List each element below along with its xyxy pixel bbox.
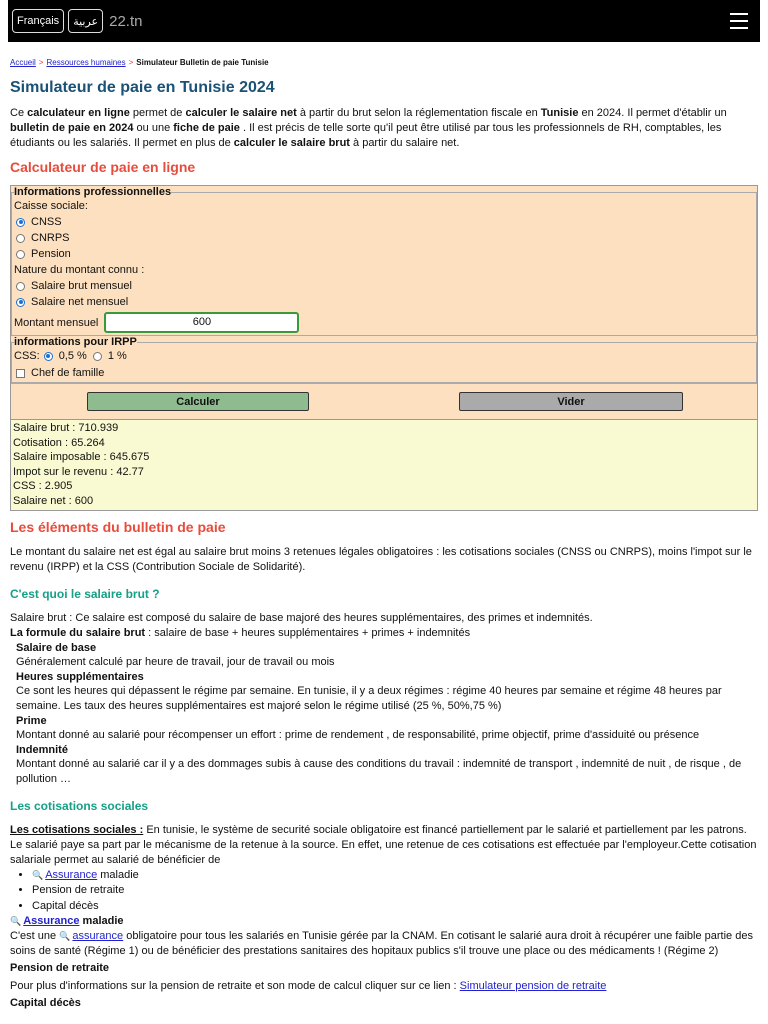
radio-pension[interactable]: Pension xyxy=(14,246,754,262)
formula-paragraph: La formule du salaire brut : salaire de base + heures supplémentaires + primes + indemnités xyxy=(10,626,471,639)
assurance-paragraph: C'est une 🔍 assurance obligatoire pour tous les salariés en Tunisie gérée par la CNAM. En cotisant le salarié aura droit à récupérer une faible partie des soins de santé (Régime 1) ou de bénéficier des prestations sanitaires des hopitaux publics s'il trouve une place ou des médicaments ! (Régime 2) xyxy=(10,930,753,958)
radio-cnrps[interactable]: CNRPS xyxy=(14,230,754,246)
radio-icon[interactable] xyxy=(16,234,25,243)
definition-term: Heures supplémentaires xyxy=(16,670,144,683)
montant-row xyxy=(14,310,754,335)
cotisations-list xyxy=(10,868,758,915)
radio-cnss[interactable]: CNSS xyxy=(14,214,754,230)
radio-selected-icon[interactable] xyxy=(16,298,25,307)
breadcrumb-home[interactable]: Accueil xyxy=(10,58,36,67)
definition-desc: Généralement calculé par heure de travail, jour de travail ou mois xyxy=(16,655,335,668)
calculator-heading: Calculateur de paie en ligne xyxy=(10,159,196,175)
definition-list xyxy=(10,641,758,787)
breadcrumb: Accueil > Ressources humaines > Simulateur Bulletin de paie Tunisie xyxy=(10,58,269,67)
breadcrumb-section[interactable]: Ressources humaines xyxy=(46,58,126,67)
elements-paragraph: Le montant du salaire net est égal au salaire brut moins 3 retenues légales obligatoires : les cotisations sociales (CNSS ou CNRPS), moins l'impot sur le revenu (IRPP) et la CSS (Contribution Sociale de Solidarité). xyxy=(10,545,752,573)
search-icon: 🔍 xyxy=(10,916,22,927)
pro-info-legend: Informations professionnelles xyxy=(14,186,172,198)
calculer-button[interactable]: Calculer xyxy=(87,392,309,411)
definition-desc: Montant donné au salarié pour récompenser un effort : prime de rendement , de responsabilité, prime objectif, prime d'assiduité ou présence xyxy=(16,728,700,741)
brut-paragraph: Salaire brut : Ce salaire est composé du salaire de base majoré des heures supplémentaires, des primes et indemnités. xyxy=(10,611,593,624)
vider-button[interactable]: Vider xyxy=(459,392,683,411)
result-line: Salaire brut : 710.939 xyxy=(13,422,119,434)
intro-paragraph: Ce calculateur en ligne permet de calculer le salaire net à partir du brut selon la réglementation fiscale en Tunisie en 2024. Il permet d'établir un bulletin de paie en 2024 ou une fiche de paie . Il est précis de telle sorte qu'il peut être utilisé par tous les professionnels de RH, comptables, les étudiants ou les salariés. Il permet en plus de calculer le salaire brut à partir du salaire net. xyxy=(10,107,727,149)
result-line: CSS : 2.905 xyxy=(13,480,73,493)
lang-arabic-button[interactable]: عربية xyxy=(68,9,103,33)
assurance-link[interactable]: Assurance xyxy=(23,915,80,928)
salary-calculator xyxy=(10,185,758,420)
top-navbar xyxy=(8,0,760,42)
button-row xyxy=(11,383,757,419)
lang-french-button[interactable]: Français xyxy=(12,9,64,33)
list-item: • Pension de retraite xyxy=(32,883,758,899)
results-panel xyxy=(10,420,758,511)
brut-heading: C'est quoi le salaire brut ? xyxy=(10,586,160,601)
list-item: • Capital décès xyxy=(32,899,758,915)
cotisations-paragraph: Les cotisations sociales : En tunisie, le système de securité sociale obligatoire est financé partiellement par le salarié et partiellement par les patrons. Le salarié paye sa part par le mécanisme de la retenue à la source. En effet, une retenue de ces cotisations est effectuée par l'employeur.Cette cotisation salariale permet au salarié de bénéficier de xyxy=(10,823,757,866)
radio-icon[interactable] xyxy=(16,282,25,291)
result-line: Salaire imposable : 645.675 xyxy=(13,451,150,464)
radio-salaire-net[interactable]: Salaire net mensuel xyxy=(14,294,754,310)
site-logo[interactable]: 22.tn xyxy=(109,12,143,30)
breadcrumb-current: Simulateur Bulletin de paie Tunisie xyxy=(136,58,269,67)
list-item: • 🔍 Assurance maladie xyxy=(32,868,758,884)
result-line: Salaire net : 600 xyxy=(13,494,94,507)
radio-salaire-brut[interactable]: Salaire brut mensuel xyxy=(14,278,754,294)
radio-icon[interactable] xyxy=(16,250,25,259)
cotisations-heading: Les cotisations sociales xyxy=(10,798,149,813)
elements-heading: Les éléments du bulletin de paie xyxy=(10,518,226,535)
nature-label: Nature du montant connu : xyxy=(14,264,145,276)
pro-info-fieldset xyxy=(11,186,757,336)
caisse-label: Caisse sociale: xyxy=(14,200,88,212)
definition-term: Indemnité xyxy=(16,743,68,756)
montant-input[interactable]: 600 xyxy=(104,312,299,333)
assurance-maladie-heading: 🔍 Assurance maladie xyxy=(10,915,124,928)
definition-term: Salaire de base xyxy=(16,641,97,654)
checkbox-icon[interactable] xyxy=(16,369,25,378)
assurance-link[interactable]: Assurance xyxy=(45,868,98,881)
radio-selected-icon[interactable] xyxy=(16,218,25,227)
result-line: Cotisation : 65.264 xyxy=(13,436,105,449)
hamburger-icon[interactable] xyxy=(730,13,748,29)
deces-heading: Capital décès xyxy=(10,997,81,1010)
assurance-link[interactable]: assurance xyxy=(72,930,124,943)
retraite-simulator-link[interactable]: Simulateur pension de retraite xyxy=(459,980,607,993)
search-icon: 🔍 xyxy=(32,869,44,880)
retraite-paragraph: Pour plus d'informations sur la pension de retraite et son mode de calcul cliquer sur ce lien : Simulateur pension de retraite xyxy=(10,980,607,993)
radio-css-05[interactable] xyxy=(44,352,53,361)
irpp-fieldset xyxy=(11,336,757,383)
radio-css-1[interactable] xyxy=(93,352,102,361)
search-icon: 🔍 xyxy=(59,931,71,942)
definition-desc: Ce sont les heures qui dépassent le régime par semaine. En tunisie, il y a deux régimes : régime 40 heures par semaine et régime 48 heures par semaine. Les taux des heures supplémentaires est majoré selon le régime utilisé (25 %, 50%,75 %) xyxy=(16,684,722,712)
montant-label: Montant mensuel xyxy=(14,316,99,329)
page-title: Simulateur de paie en Tunisie 2024 xyxy=(10,79,275,96)
retraite-heading: Pension de retraite xyxy=(10,962,110,975)
chef-famille-row[interactable]: Chef de famille xyxy=(14,364,754,382)
irpp-legend: informations pour IRPP xyxy=(14,336,137,348)
definition-desc: Montant donné au salarié car il y a des dommages subis à cause des conditions du travail : indemnité de transport , indemnité de nuit , de risque , de pollution … xyxy=(16,757,742,785)
definition-term: Prime xyxy=(16,714,47,727)
result-line: Impot sur le revenu : 42.77 xyxy=(13,465,144,478)
css-row: CSS: 0,5 % 1 % xyxy=(14,350,127,362)
